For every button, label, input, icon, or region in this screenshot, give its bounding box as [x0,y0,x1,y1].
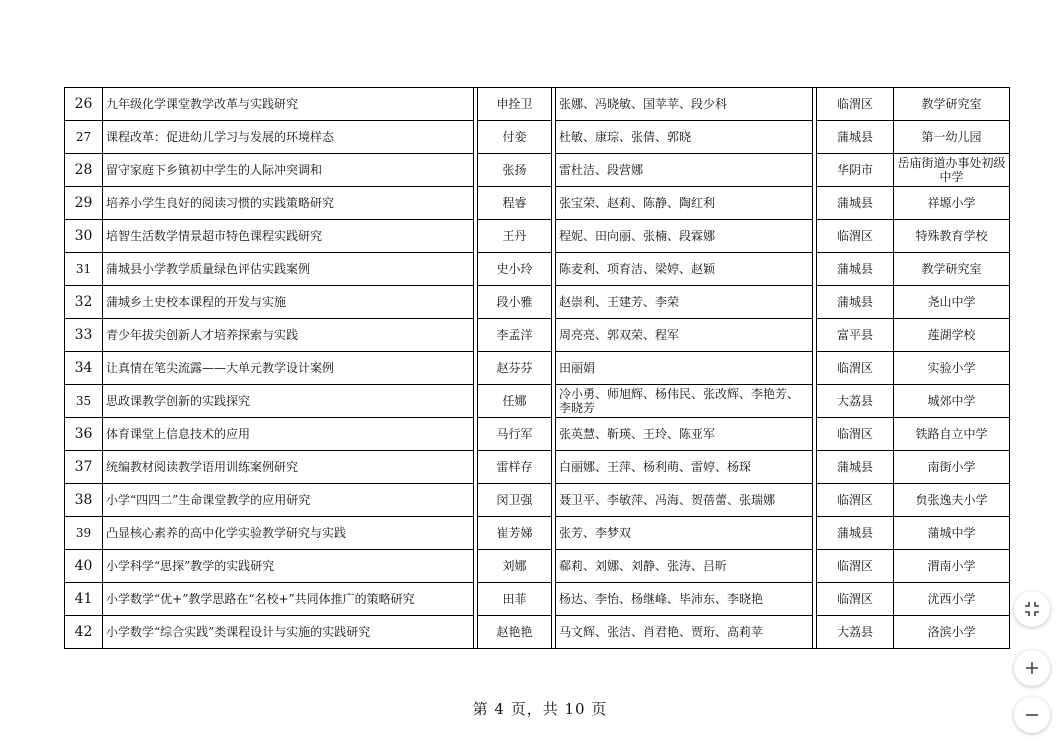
row-number: 29 [65,187,103,220]
page-number-text: 第 4 页，共 10 页 [472,700,608,718]
project-members: 赵崇利、王建芳、李荣 [556,286,813,319]
project-leader: 任娜 [478,385,552,418]
project-unit: 教学研究室 [894,253,1010,286]
project-district: 蒲城县 [817,187,894,220]
project-members: 杨达、李怡、杨继峰、毕沛东、李晓艳 [556,583,813,616]
project-district: 临渭区 [817,88,894,121]
project-unit: 城郊中学 [894,385,1010,418]
project-members: 白丽娜、王萍、杨利萌、雷婷、杨琛 [556,451,813,484]
project-leader: 崔芳娣 [478,517,552,550]
project-table [64,87,1010,649]
project-district: 富平县 [817,319,894,352]
project-unit: 贠张逸夫小学 [894,484,1010,517]
project-members: 杜敏、康琮、张倩、郭晓 [556,121,813,154]
row-number: 33 [65,319,103,352]
table-row [65,385,1010,418]
project-members: 张娜、冯晓敏、国苹苹、段少科 [556,88,813,121]
project-unit: 莲湖学校 [894,319,1010,352]
project-members: 冷小勇、师旭辉、杨伟民、张改辉、李艳芳、李晓芳 [556,385,813,418]
table-row [65,154,1010,187]
row-number: 32 [65,286,103,319]
project-title: 培养小学生良好的阅读习惯的实践策略研究 [103,187,474,220]
project-unit: 岳庙街道办事处初级中学 [894,154,1010,187]
table-row [65,352,1010,385]
project-leader: 付娈 [478,121,552,154]
project-members: 周亮亮、郭双荣、程军 [556,319,813,352]
project-members: 张英慧、靳瑛、王玲、陈亚军 [556,418,813,451]
table-row [65,286,1010,319]
row-number: 39 [65,517,103,550]
project-unit: 蒲城中学 [894,517,1010,550]
project-title: 课程改革：促进幼儿学习与发展的环境样态 [103,121,474,154]
project-title: 让真情在笔尖流露——大单元教学设计案例 [103,352,474,385]
project-leader: 刘娜 [478,550,552,583]
project-members: 雷杜洁、段营娜 [556,154,813,187]
project-district: 蒲城县 [817,286,894,319]
project-district: 临渭区 [817,550,894,583]
project-members: 陈麦利、项育洁、梁婷、赵颖 [556,253,813,286]
project-district: 临渭区 [817,418,894,451]
page-footer [0,698,1064,719]
table-row [65,550,1010,583]
project-members: 田丽娟 [556,352,813,385]
project-title: 小学数学“优+”教学思路在“名校+”共同体推广的策略研究 [103,583,474,616]
project-unit: 洛滨小学 [894,616,1010,649]
project-leader: 雷样存 [478,451,552,484]
table-row [65,583,1010,616]
table-row [65,319,1010,352]
row-number: 26 [65,88,103,121]
project-leader: 程睿 [478,187,552,220]
project-leader: 赵艳艳 [478,616,552,649]
project-unit: 渭南小学 [894,550,1010,583]
project-members: 马文辉、张洁、肖君艳、贾珩、高莉苹 [556,616,813,649]
project-members: 郗莉、刘娜、刘静、张涛、吕昕 [556,550,813,583]
minus-icon [1024,707,1040,723]
fit-page-button[interactable] [1014,591,1050,627]
zoom-in-button[interactable] [1014,650,1050,686]
project-leader: 段小雅 [478,286,552,319]
project-title: 体育课堂上信息技术的应用 [103,418,474,451]
table-row [65,220,1010,253]
project-district: 大荔县 [817,616,894,649]
project-unit: 特殊教育学校 [894,220,1010,253]
project-district: 临渭区 [817,352,894,385]
row-number: 34 [65,352,103,385]
project-members: 程妮、田向丽、张楠、段霖娜 [556,220,813,253]
project-unit: 实验小学 [894,352,1010,385]
project-leader: 申拴卫 [478,88,552,121]
project-district: 临渭区 [817,583,894,616]
project-leader: 史小玲 [478,253,552,286]
row-number: 27 [65,121,103,154]
zoom-out-button[interactable] [1014,697,1050,733]
row-number: 40 [65,550,103,583]
table-row [65,484,1010,517]
row-number: 31 [65,253,103,286]
project-unit: 第一幼儿园 [894,121,1010,154]
project-title: 凸显核心素养的高中化学实验教学研究与实践 [103,517,474,550]
project-leader: 赵芬芬 [478,352,552,385]
project-district: 蒲城县 [817,451,894,484]
project-unit: 南街小学 [894,451,1010,484]
project-unit: 祥塬小学 [894,187,1010,220]
project-district: 临渭区 [817,220,894,253]
row-number: 42 [65,616,103,649]
project-leader: 闵卫强 [478,484,552,517]
table-row [65,88,1010,121]
project-unit: 沋西小学 [894,583,1010,616]
row-number: 41 [65,583,103,616]
project-title: 青少年拔尖创新人才培养探索与实践 [103,319,474,352]
table-row [65,616,1010,649]
project-district: 蒲城县 [817,121,894,154]
project-members: 聂卫平、李敏萍、冯海、贺蓓蕾、张瑞娜 [556,484,813,517]
project-district: 蒲城县 [817,517,894,550]
row-number: 30 [65,220,103,253]
row-number: 38 [65,484,103,517]
table-row [65,517,1010,550]
table-row [65,418,1010,451]
table-body [65,88,1010,649]
row-number: 37 [65,451,103,484]
project-unit: 铁路自立中学 [894,418,1010,451]
table-row [65,451,1010,484]
project-title: 统编教材阅读教学语用训练案例研究 [103,451,474,484]
project-unit: 教学研究室 [894,88,1010,121]
project-district: 蒲城县 [817,253,894,286]
project-unit: 尧山中学 [894,286,1010,319]
project-title: 蒲城乡土史校本课程的开发与实施 [103,286,474,319]
table-row [65,187,1010,220]
project-title: 九年级化学课堂教学改革与实践研究 [103,88,474,121]
fit-page-icon [1024,601,1040,617]
project-members: 张芳、李梦双 [556,517,813,550]
project-leader: 王丹 [478,220,552,253]
project-members: 张宝荣、赵莉、陈静、陶红利 [556,187,813,220]
project-title: 小学科学“思探”教学的实践研究 [103,550,474,583]
project-leader: 田菲 [478,583,552,616]
project-leader: 李孟洋 [478,319,552,352]
row-number: 35 [65,385,103,418]
project-title: 培智生活数学情景超市特色课程实践研究 [103,220,474,253]
project-title: 蒲城县小学教学质量绿色评估实践案例 [103,253,474,286]
project-district: 大荔县 [817,385,894,418]
project-leader: 马行军 [478,418,552,451]
project-leader: 张扬 [478,154,552,187]
project-title: 思政课教学创新的实践探究 [103,385,474,418]
table-row [65,253,1010,286]
row-number: 28 [65,154,103,187]
project-title: 留守家庭下乡镇初中学生的人际冲突调和 [103,154,474,187]
project-title: 小学“四四二”生命课堂教学的应用研究 [103,484,474,517]
project-district: 临渭区 [817,484,894,517]
plus-icon [1024,660,1040,676]
table-row [65,121,1010,154]
project-title: 小学数学“综合实践”类课程设计与实施的实践研究 [103,616,474,649]
row-number: 36 [65,418,103,451]
project-district: 华阴市 [817,154,894,187]
